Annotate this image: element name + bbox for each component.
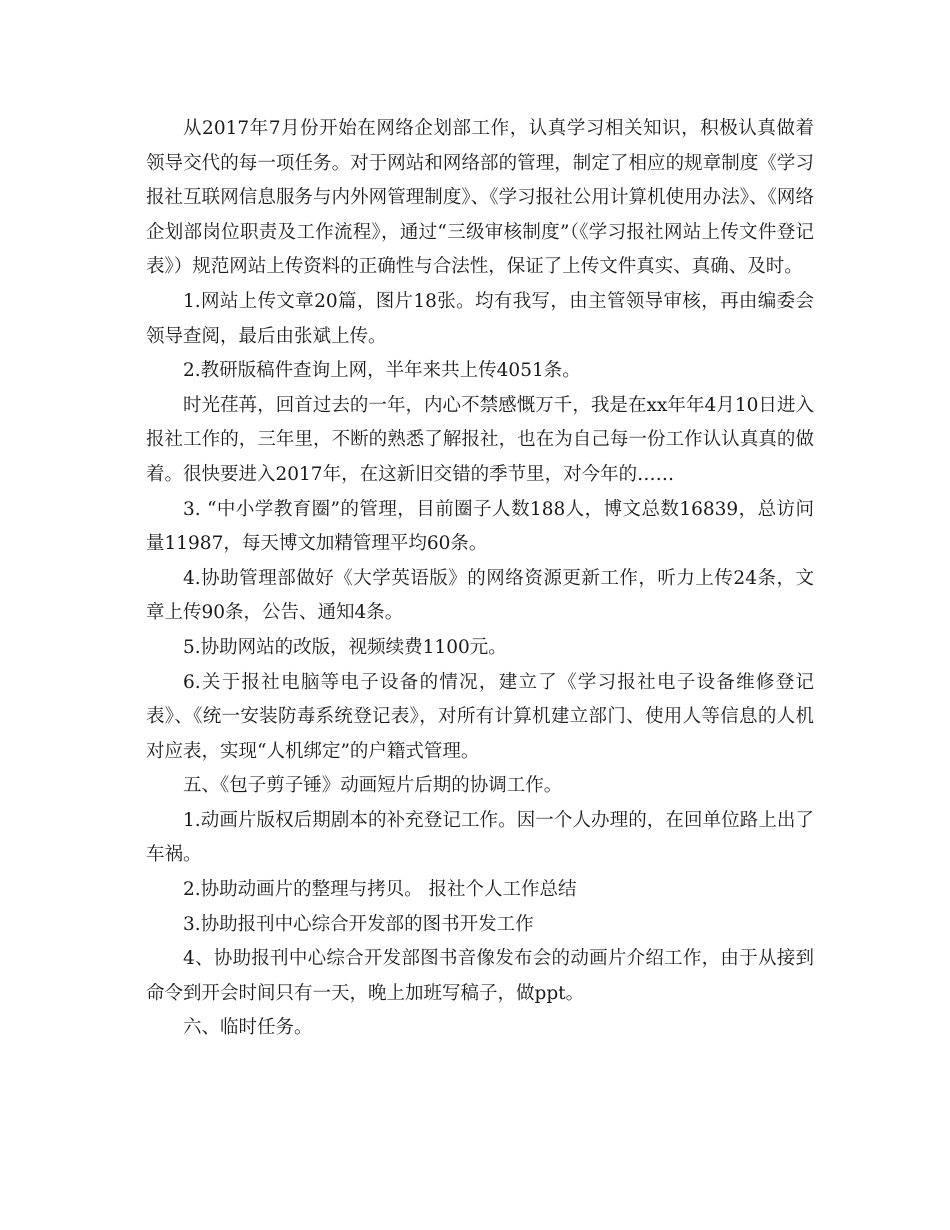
paragraph-reflection: 时光荏苒，回首过去的一年，内心不禁感慨万千，我是在xx年年4月10日进入报社工作的，三年里，不断的熟悉了解报社，也在为自己每一份工作认认真真的做着。很快要进入2017年，在这新旧交错的季节里，对今年的…… [146, 394, 814, 485]
paragraph-item-3: 3. “中小学教育圈”的管理，目前圈子人数188人，博文总数16839，总访问量11987，每天博文加精管理平均60条。 [146, 498, 814, 555]
paragraph-item-5: 5.协助网站的改版，视频续费1100元。 [183, 636, 507, 658]
section-heading-five: 五、《包子剪子锤》动画短片后期的协调工作。 [183, 775, 563, 797]
paragraph-animation-3: 3.协助报刊中心综合开发部的图书开发工作 [183, 913, 534, 935]
paragraph-item-4: 4.协助管理部做好《大学英语版》的网络资源更新工作，听力上传24条，文章上传90条，公告、通知4条。 [146, 567, 814, 624]
paragraph-animation-1: 1.动画片版权后期剧本的补充登记工作。因一个人办理的，在回单位路上出了车祸。 [146, 809, 814, 866]
document-body [146, 112, 814, 1046]
paragraph-animation-4: 4、协助报刊中心综合开发部图书音像发布会的动画片介绍工作，由于从接到命令到开会时间只有一天，晚上加班写稿子，做ppt。 [146, 948, 814, 1004]
paragraph-item-2: 2.教研版稿件查询上网，半年来共上传4051条。 [183, 360, 581, 382]
paragraph-intro: 从2017年7月份开始在网络企划部工作，认真学习相关知识，积极认真做着领导交代的每一项任务。对于网站和网络部的管理，制定了相应的规章制度《学习报社互联网信息服务与内外网管理制度》、《学习报社公用计算机使用办法》、《网络企划部岗位职责及工作流程》，通过“三级审核制度”（《学习报社网站上传文件登记表》）规范网站上传资料的正确性与合法性，保证了上传文件真实、真确、及时。 [146, 118, 814, 278]
paragraph-item-1: 1.网站上传文章20篇，图片18张。均有我写，由主管领导审核，再由编委会领导查阅，最后由张斌上传。 [146, 290, 814, 347]
section-heading-six: 六、临时任务。 [183, 1017, 313, 1039]
paragraph-animation-2: 2.协助动画片的整理与拷贝。 报社个人工作总结 [183, 879, 577, 901]
paragraph-item-6: 6.关于报社电脑等电子设备的情况，建立了《学习报社电子设备维修登记表》、《统一安装防毒系统登记表》，对所有计算机建立部门、使用人等信息的人机对应表，实现“人机绑定”的户籍式管理。 [146, 671, 814, 762]
